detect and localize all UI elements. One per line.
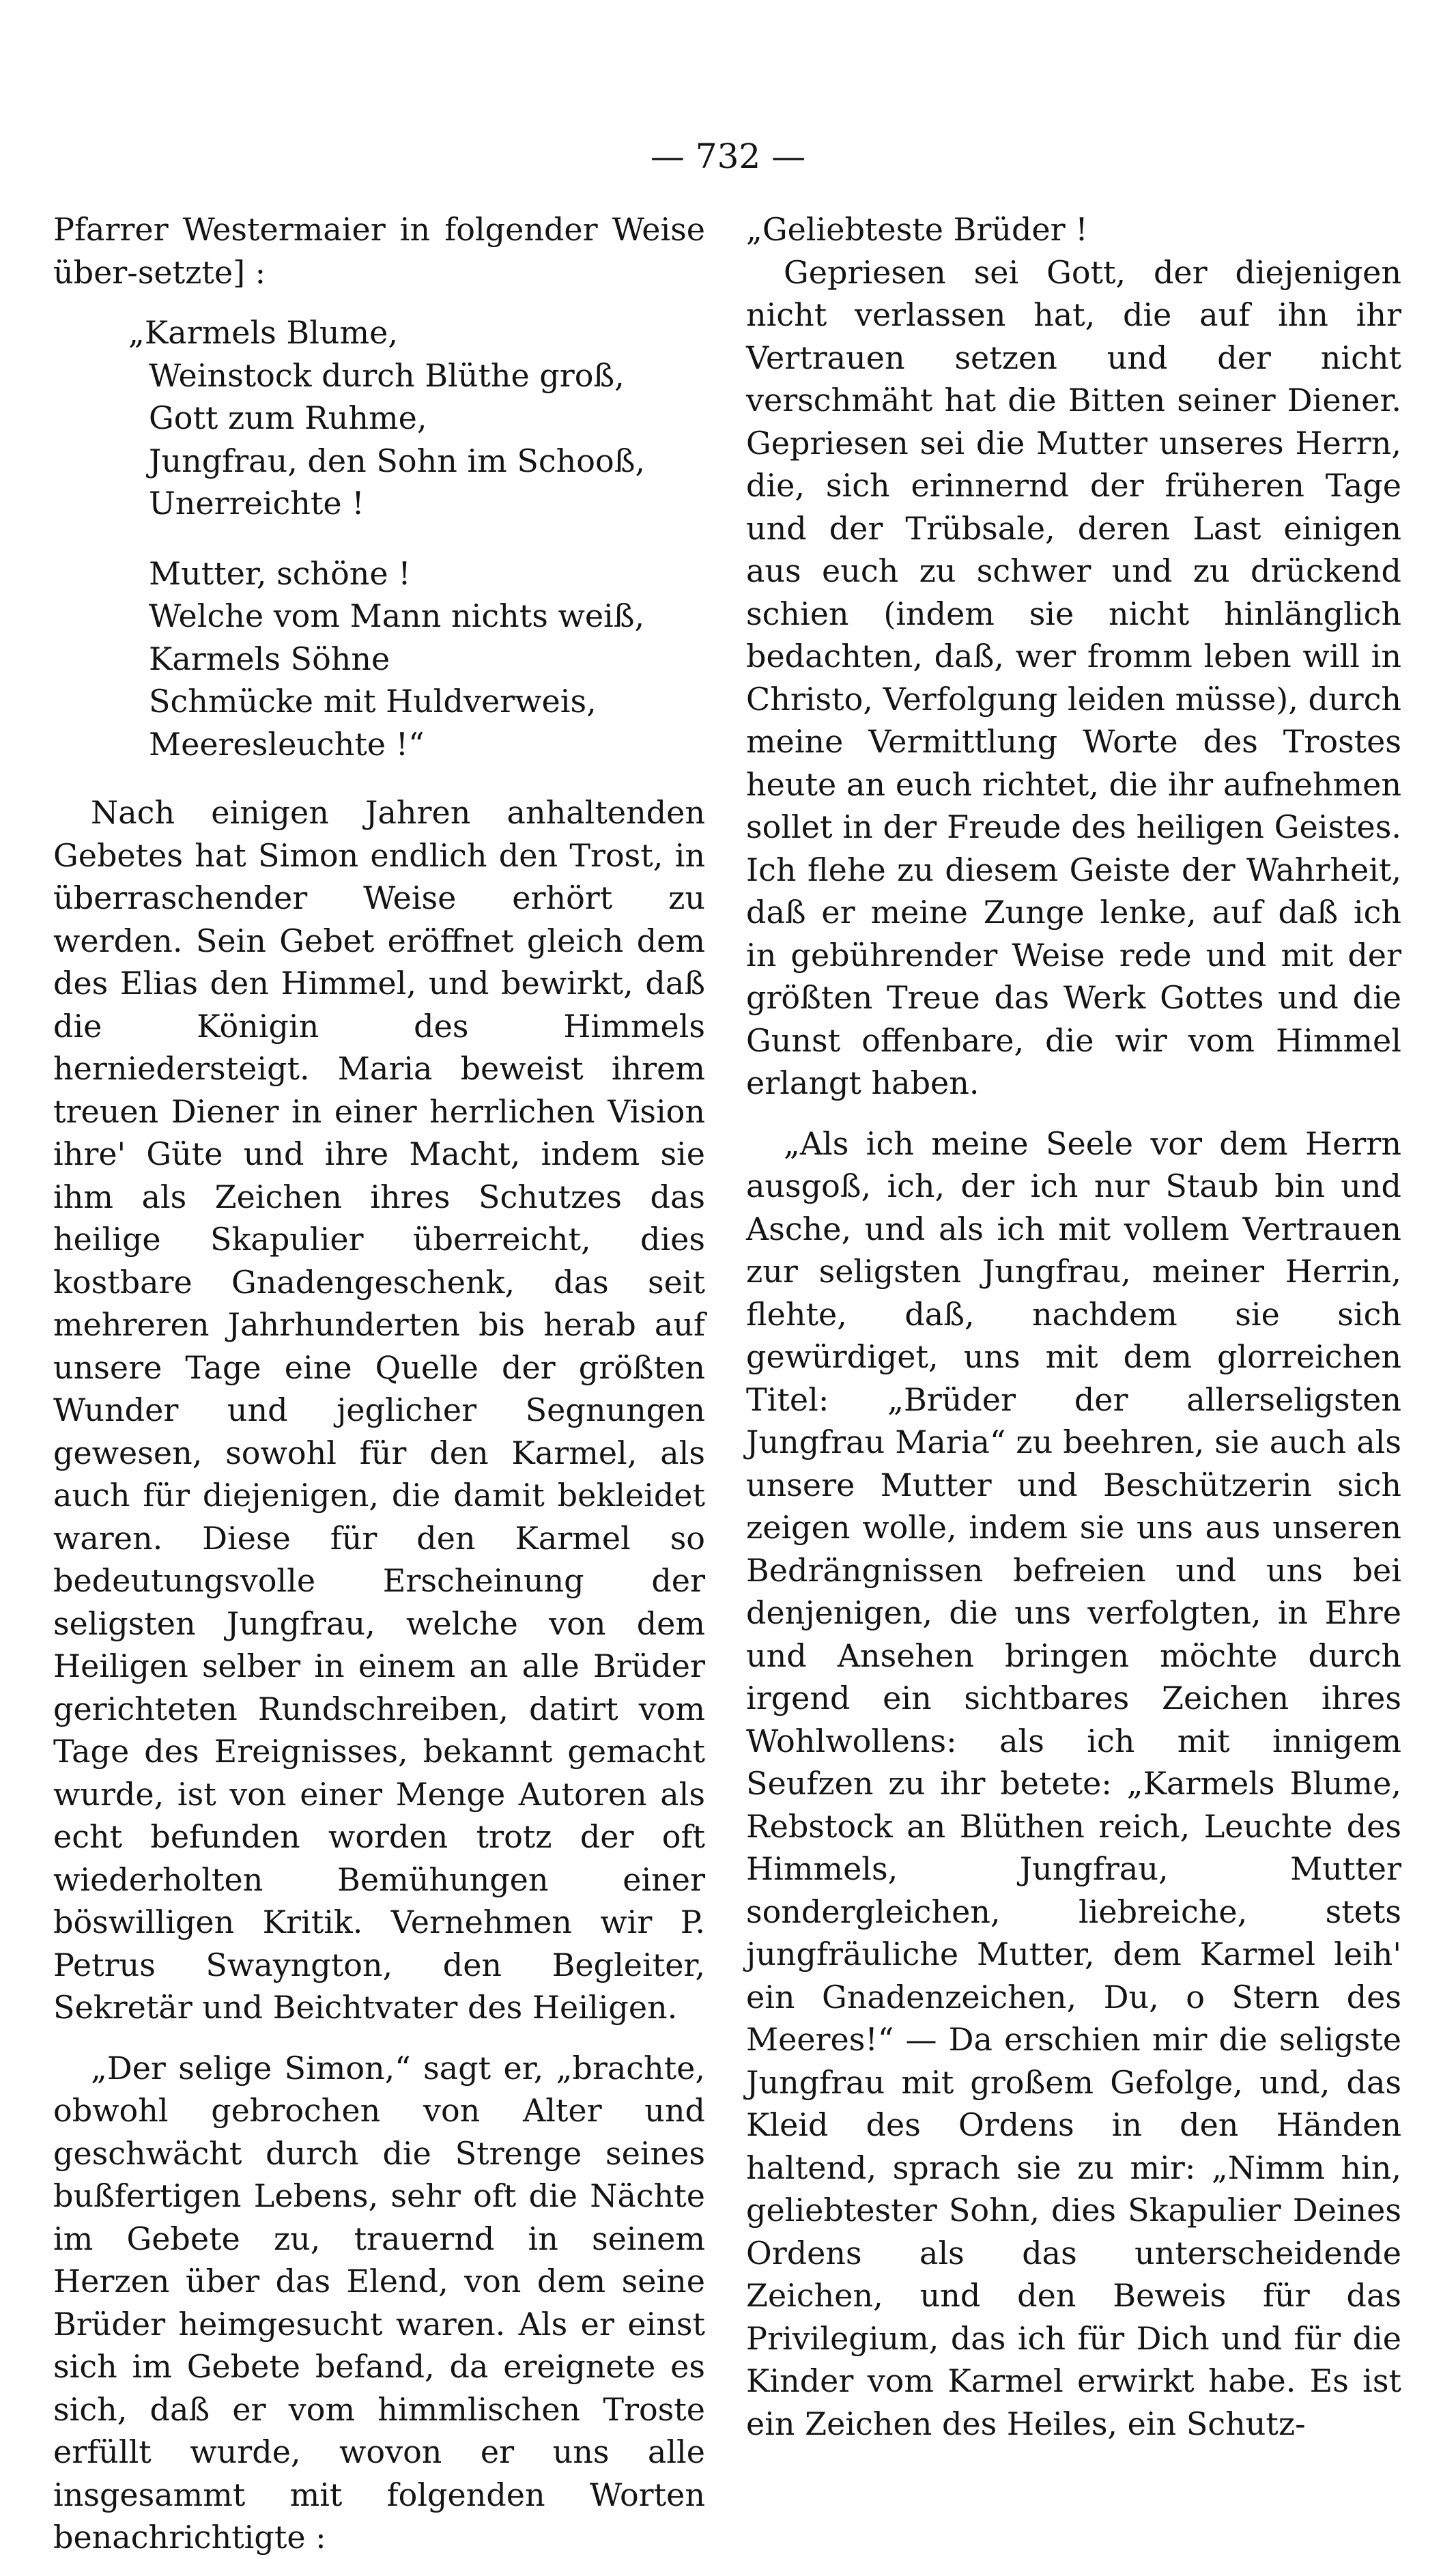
poem-stanza-2: [149, 552, 705, 766]
poem: [53, 311, 705, 765]
poem-line: Welche vom Mann nichts weiß,: [149, 597, 645, 634]
poem-stanza-1: [128, 311, 705, 525]
poem-line: Meeresleuchte !“: [149, 725, 425, 763]
poem-line: Karmels Söhne: [149, 640, 390, 677]
paragraph-swayngton: „Der selige Simon,“ sagt er, „brachte, obwohl gebrochen von Alter und geschwächt durch die Strenge seines bußfertigen Lebens, sehr oft die Nächte im Gebete zu, trauernd in seinem Herzen über das Elend, von dem seine Brüder heimgesucht waren. Als er einst sich im Gebete befand, da ereignete es sich, daß er vom himmlischen Troste erfüllt wurde, wovon er uns alle insgesammt mit folgenden Worten benachrichtigte :: [53, 2049, 705, 2556]
poem-line: Mutter, schöne !: [149, 554, 411, 592]
poem-line: Jungfrau, den Sohn im Schooß,: [149, 442, 646, 479]
paragraph-praise: Gepriesen sei Gott, der diejenigen nicht verlassen hat, die auf ihn ihr Vertrauen setzen und der nicht verschmäht hat die Bitten seiner Diener. Gepriesen sei die Mutter unseres Herrn, die, sich erinnernd der früheren Tage und der Trübsale, deren Last einigen aus euch zu schwer und zu drückend schien (indem sie nicht hinlänglich bedachten, daß, wer fromm leben will in Christo, Verfolgung leiden müsse), durch meine Vermittlung Worte des Trostes heute an euch richtet, die ihr aufnehmen sollet in der Freude des heiligen Geistes. Ich flehe zu diesem Geiste der Wahrheit, daß er meine Zunge lenke, auf daß ich in gebührender Weise rede und mit der größten Treue das Werk Gottes und die Gunst offenbare, die wir vom Himmel erlangt haben.: [746, 253, 1401, 1101]
page-number: — 732 —: [650, 137, 806, 176]
poem-line: „Karmels Blume,: [128, 314, 398, 351]
right-column: [746, 208, 1401, 2445]
poem-line: Gott zum Ruhme,: [149, 399, 427, 436]
poem-line: Unerreichte !: [149, 485, 365, 522]
left-column: [53, 208, 705, 2559]
intro-text: Pfarrer Westermaier in folgender Weise über-setzte] :: [53, 211, 705, 291]
paragraph-apparition: „Als ich meine Seele vor dem Herrn ausgoß, ich, der ich nur Staub bin und Asche, und als ich mit vollem Vertrauen zur seligsten Jungfrau, meiner Herrin, flehte, daß, nachdem sie sich gewürdiget, uns mit dem glorreichen Titel: „Brüder der allerseligsten Jungfrau Maria“ zu beehren, sie auch als unsere Mutter und Beschützerin sich zeigen wolle, indem sie uns aus unseren Bedrängnissen befreien und uns bei denjenigen, die uns verfolgten, in Ehre und Ansehen bringen möchte durch irgend ein sichtbares Zeichen ihres Wohlwollens: als ich mit innigem Seufzen zu ihr betete: „Karmels Blume, Rebstock an Blüthen reich, Leuchte des Himmels, Jungfrau, Mutter sondergleichen, liebreiche, stets jungfräuliche Mutter, dem Karmel leih' ein Gnadenzeichen, Du, o Stern des Meeres!“ — Da erschien mir die seligste Jungfrau mit großem Gefolge, und, das Kleid des Ordens in den Händen haltend, sprach sie zu mir: „Nimm hin, geliebtester Sohn, dies Skapulier Deines Ordens als das unterscheidende Zeichen, und den Beweis für das Privilegium, das ich für Dich und für die Kinder vom Karmel erwirkt habe. Es ist ein Zeichen des Heiles, ein Schutz-: [746, 1125, 1401, 2442]
poem-line: Schmücke mit Huldverweis,: [149, 683, 597, 720]
paragraph-vision: Nach einigen Jahren anhaltenden Gebetes hat Simon endlich den Trost, in überraschender Weise erhört zu werden. Sein Gebet eröffnet gleich dem des Elias den Himmel, und bewirkt, daß die Königin des Himmels herniedersteigt. Maria beweist ihrem treuen Diener in einer herrlichen Vision ihre' Güte und ihre Macht, indem sie ihm als Zeichen ihres Schutzes das heilige Skapulier überreicht, dies kostbare Gnadengeschenk, das seit mehreren Jahrhunderten bis herab auf unsere Tage eine Quelle der größten Wunder und jeglicher Segnungen gewesen, sowohl für den Karmel, als auch für diejenigen, die damit bekleidet waren. Diese für den Karmel so bedeutungsvolle Erscheinung der seligsten Jungfrau, welche von dem Heiligen selber in einem an alle Brüder gerichteten Rundschreiben, datirt vom Tage des Ereignisses, bekannt gemacht wurde, ist von einer Menge Autoren als echt befunden worden trotz der oft wiederholten Bemühungen einer böswilligen Kritik. Vernehmen wir P. Petrus Swayngton, den Begleiter, Sekretär und Beichtvater des Heiligen.: [53, 794, 705, 2026]
poem-line: Weinstock durch Blüthe groß,: [149, 356, 625, 394]
salutation: „Geliebteste Brüder !: [746, 211, 1088, 248]
